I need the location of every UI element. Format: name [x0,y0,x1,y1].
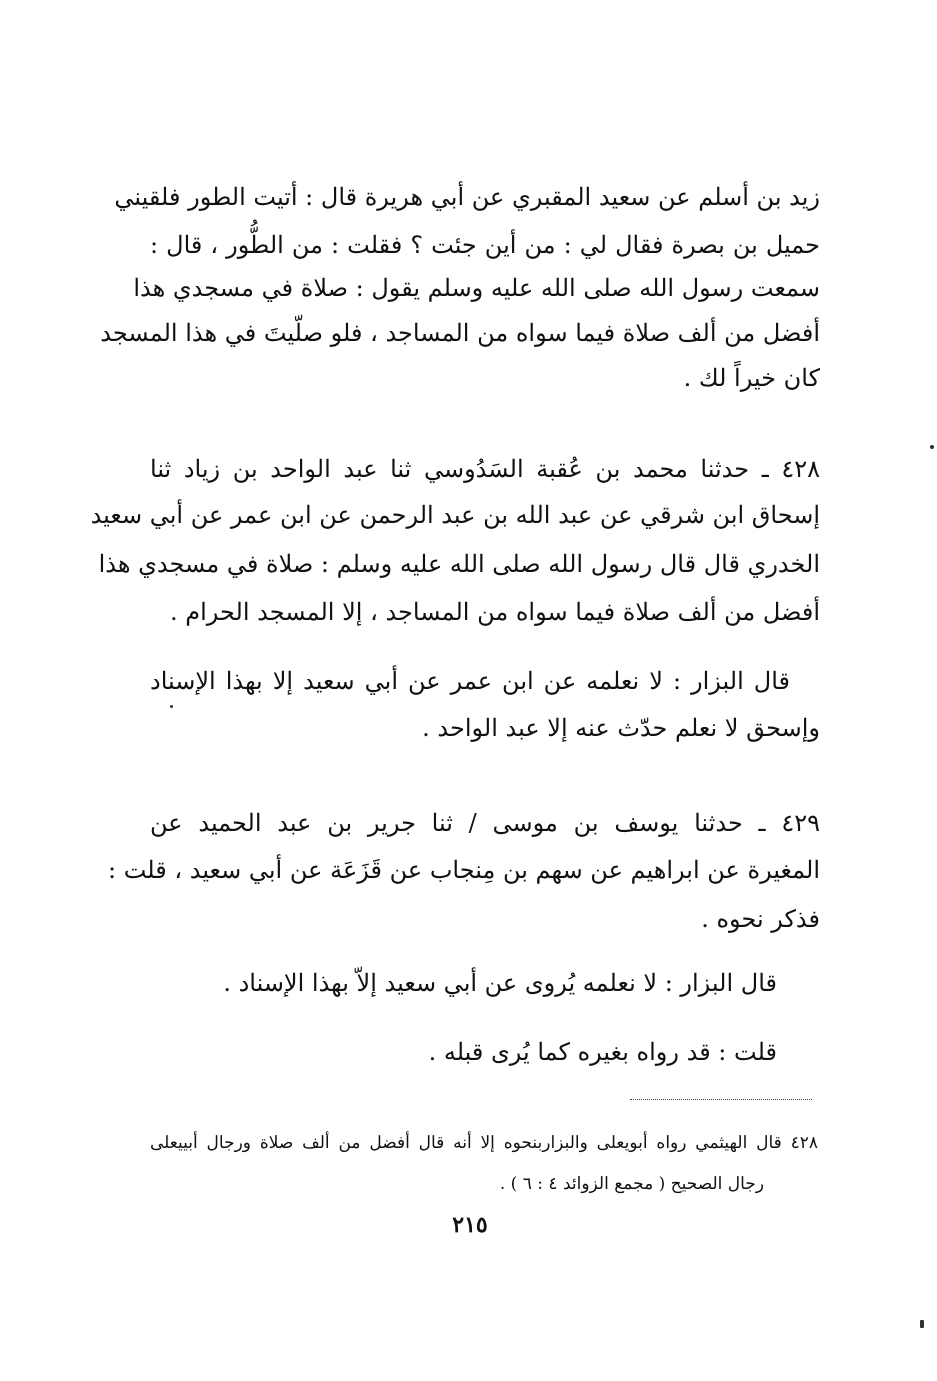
hadith-429-line-3: فذكر نحوه . [701,905,820,933]
paragraph-1-line-1: زيد بن أسلم عن سعيد المقبري عن أبي هريرة قال : أتيت الطور فلقيني [114,183,820,211]
page-number: ٢١٥ [452,1212,488,1238]
paragraph-1-line-2: حميل بن بصرة فقال لي : من أين جئت ؟ فقلت : من الطُّور ، قال : [150,231,820,259]
scan-speck [920,1320,924,1328]
hadith-428-line-3: الخدري قال قال رسول الله صلى الله عليه وسلم : صلاة في مسجدي هذا [98,550,820,578]
scan-speck [170,705,173,708]
paragraph-1-line-5: كان خيراً لك . [683,364,820,392]
hadith-428-line-1: ٤٢٨ ـ حدثنا محمد بن عُقبة السَدُوسي ثنا عبد الواحد بن زياد ثنا [150,455,820,483]
footnote-divider [630,1099,812,1100]
scan-speck [930,445,934,449]
author-note: قلت : قد رواه بغيره كما يُرى قبله . [428,1038,777,1066]
bazzar-428-line-1: قال البزار : لا نعلمه عن ابن عمر عن أبي سعيد إلا بهذا الإسناد [150,667,790,695]
footnote-line-2: رجال الصحيح ( مجمع الزوائد ٤ : ٦ ) . [499,1174,764,1194]
paragraph-1-line-3: سمعت رسول الله صلى الله عليه وسلم يقول : صلاة في مسجدي هذا [133,274,820,302]
hadith-429-line-1: ٤٢٩ ـ حدثنا يوسف بن موسى / ثنا جرير بن عبد الحميد عن [150,809,820,837]
hadith-428-line-2: إسحاق ابن شرقي عن عبد الله بن عبد الرحمن عن ابن عمر عن أبي سعيد [90,501,820,529]
footnote-line-1: ٤٢٨ قال الهيثمي رواه أبويعلى والبزاربنحوه إلا أنه قال أفضل من ألف صلاة ورجال أبييعلى [150,1133,818,1153]
hadith-429-line-2: المغيرة عن ابراهيم عن سهم بن مِنجاب عن قَزَعَة عن أبي سعيد ، قلت : [108,856,820,884]
hadith-428-line-4: أفضل من ألف صلاة فيما سواه من المساجد ، إلا المسجد الحرام . [169,598,820,626]
bazzar-429-statement: قال البزار : لا نعلمه يُروى عن أبي سعيد إلاّ بهذا الإسناد . [223,969,777,997]
bazzar-428-line-2: وإسحق لا نعلم حدّث عنه إلا عبد الواحد . [422,714,820,742]
paragraph-1-line-4: أفضل من ألف صلاة فيما سواه من المساجد ، فلو صلّيتَ في هذا المسجد [100,319,820,347]
